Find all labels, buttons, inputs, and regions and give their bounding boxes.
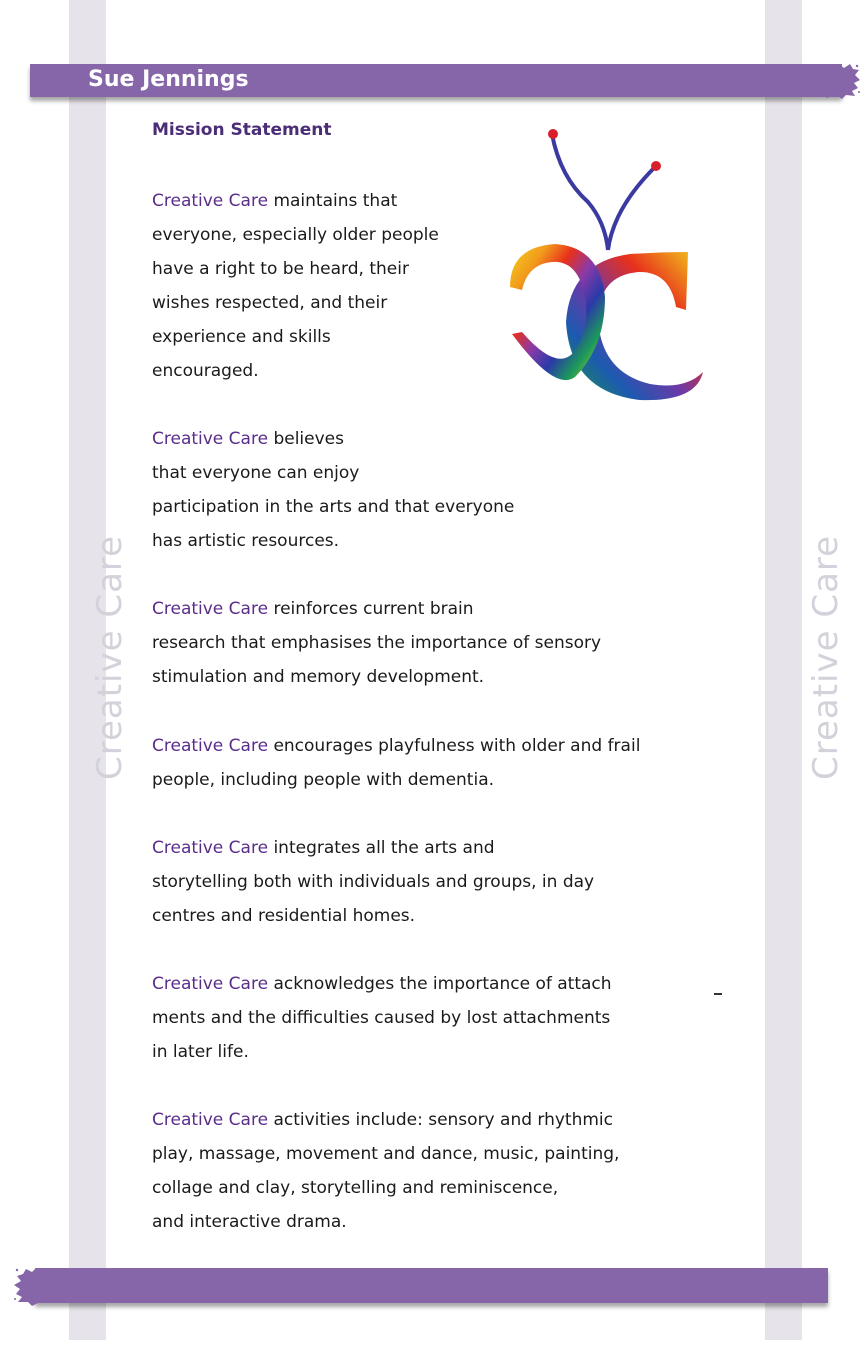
right-side-label: Creative Care [806,534,846,780]
mission-paragraph [152,1103,619,1239]
paragraph-text: believes [268,429,344,449]
paragraph-text: experience and skills [152,327,331,347]
stray-hyphen-mark [714,993,722,995]
right-side-strip [765,0,802,1340]
paragraph-text: maintains that [268,191,398,211]
left-side-label: Creative Care [90,534,130,780]
paragraph-text: acknowledges the importance of attach [268,974,612,994]
paragraph-text: encourages playfulness with older and frail [268,736,641,756]
creative-care-highlight: Creative Care [152,974,269,994]
paragraph-text: everyone, especially older people [152,225,439,245]
mission-paragraph [152,729,640,797]
paragraph-text: collage and clay, storytelling and reminiscence, [152,1178,559,1198]
author-name: Sue Jennings [88,67,249,92]
paragraph-text: in later life. [152,1042,249,1062]
paragraph-text: wishes respected, and their [152,293,388,313]
paragraph-text: integrates all the arts and [268,838,495,858]
creative-care-highlight: Creative Care [152,191,269,211]
paragraph-text: encouraged. [152,361,259,381]
creative-care-highlight: Creative Care [152,736,269,756]
paragraph-text: stimulation and memory development. [152,667,485,687]
paragraph-text: have a right to be heard, their [152,259,409,279]
paragraph-text: activities include: sensory and rhythmic [268,1110,614,1130]
paragraph-text: participation in the arts and that everyone [152,497,515,517]
paragraph-text: people, including people with dementia. [152,770,495,790]
mission-paragraph [152,184,439,388]
paragraph-text: and interactive drama. [152,1212,347,1232]
mission-paragraph [152,592,601,694]
creative-care-highlight: Creative Care [152,1110,269,1130]
creative-care-highlight: Creative Care [152,838,269,858]
mission-paragraph [152,967,612,1069]
paragraph-text: centres and residential homes. [152,906,416,926]
header-bar-brush-edge [826,62,860,102]
page-title: Mission Statement [152,120,332,140]
paragraph-text: ments and the difficulties caused by lost attachments [152,1008,611,1028]
footer-bar-brush-edge [14,1264,54,1308]
creative-care-highlight: Creative Care [152,599,269,619]
creative-care-highlight: Creative Care [152,429,269,449]
paragraph-text: reinforces current brain [268,599,474,619]
mission-paragraph [152,422,514,558]
footer-bar [35,1268,828,1303]
mission-paragraph [152,831,594,933]
paragraph-text: has artistic resources. [152,531,340,551]
creative-care-logo-icon [500,122,715,410]
paragraph-text: storytelling both with individuals and groups, in day [152,872,595,892]
paragraph-text: play, massage, movement and dance, music, painting, [152,1144,620,1164]
paragraph-text: that everyone can enjoy [152,463,360,483]
paragraph-text: research that emphasises the importance of sensory [152,633,602,653]
